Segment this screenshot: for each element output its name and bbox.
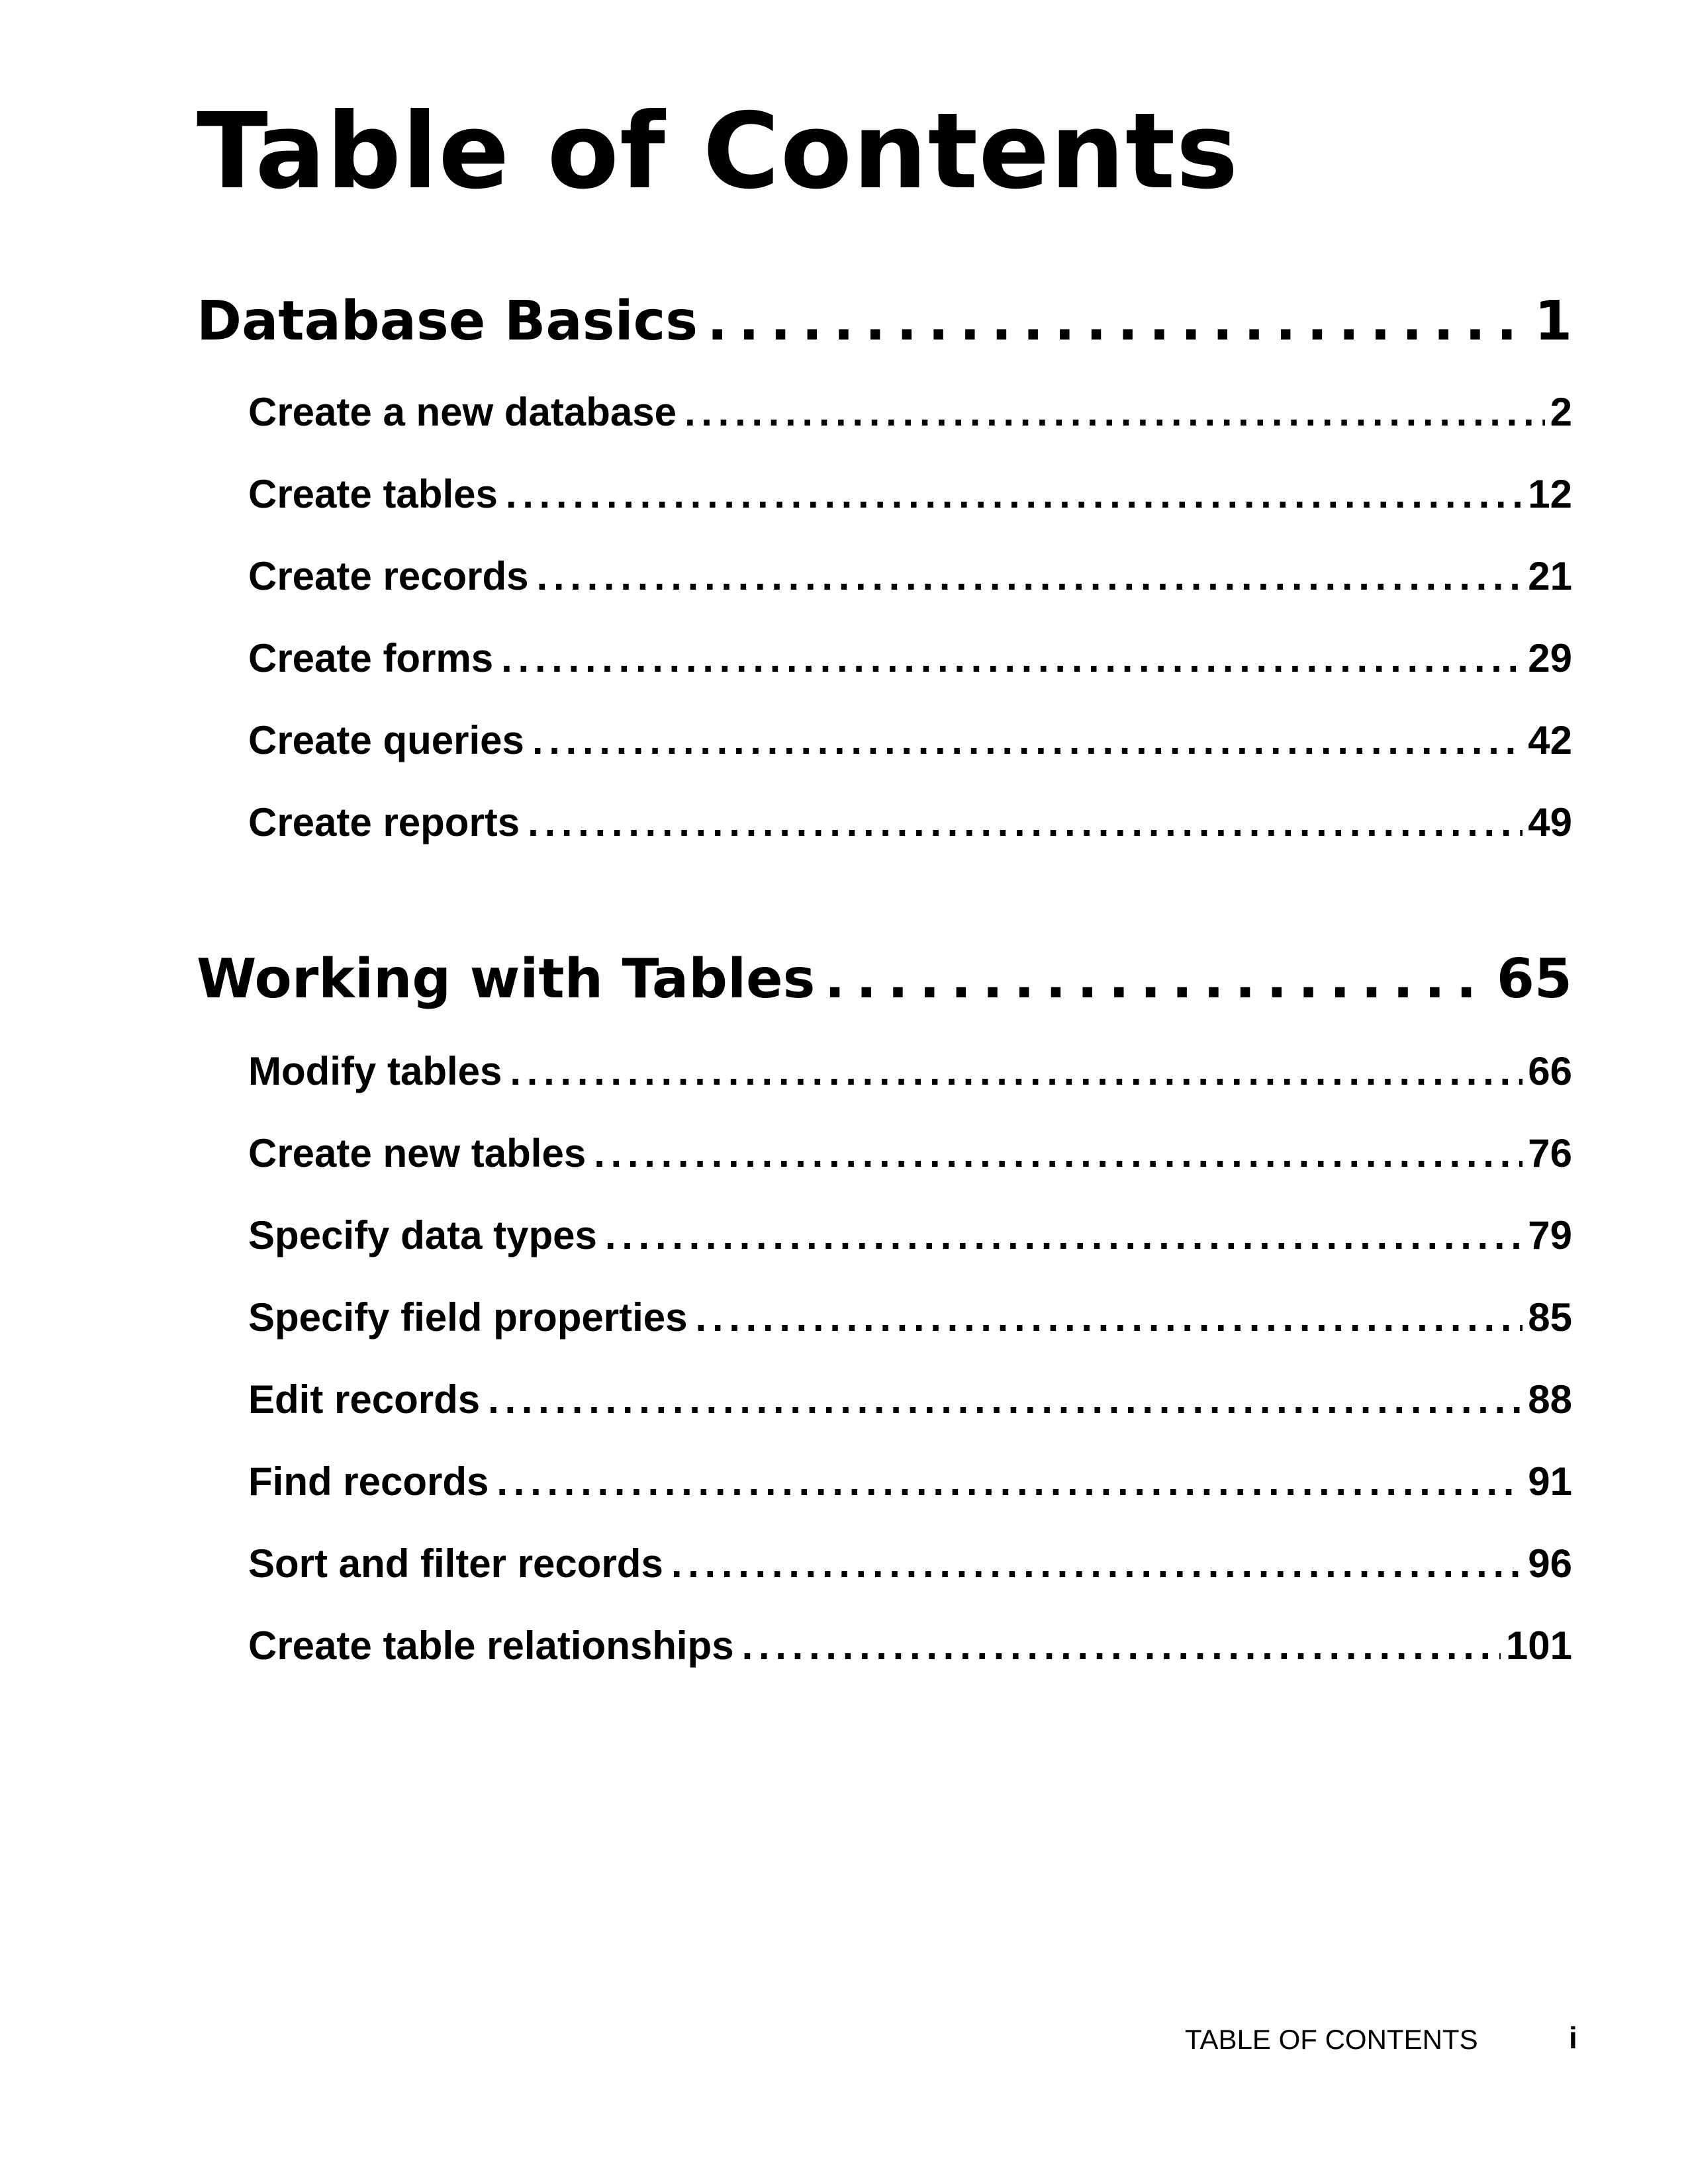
toc-entry-create-tables[interactable] (248, 468, 1572, 521)
toc-entry-page: 91 (1528, 1459, 1572, 1504)
toc-entry-page: 85 (1528, 1295, 1572, 1340)
toc-entry-page: 49 (1528, 800, 1572, 844)
toc-chapter-page: 65 (1496, 948, 1572, 1011)
toc-entry-page: 79 (1528, 1213, 1572, 1257)
toc-entry-title: Find records (248, 1459, 489, 1504)
footer-label: TABLE OF CONTENTS (1185, 2024, 1478, 2055)
toc-entry-title: Sort and filter records (248, 1541, 663, 1586)
toc-entry-title: Create reports (248, 800, 520, 844)
toc-entry-page: 96 (1528, 1541, 1572, 1586)
toc-entry-page: 2 (1550, 390, 1572, 434)
toc-entry-title: Create queries (248, 718, 524, 762)
toc-entry-page: 42 (1528, 718, 1572, 762)
toc-entry-create-records[interactable] (248, 550, 1572, 603)
toc-entry-page: 88 (1528, 1377, 1572, 1422)
toc-dot-leader (696, 1291, 1523, 1344)
toc-chapter-database-basics[interactable] (197, 289, 1572, 355)
toc-entry-page: 76 (1528, 1131, 1572, 1175)
toc-chapter-title: Working with Tables (197, 948, 816, 1011)
toc-entry-create-a-new-database[interactable] (248, 386, 1572, 439)
toc-dot-leader (684, 386, 1545, 439)
toc-dot-leader (532, 714, 1523, 767)
toc-entry-specify-field-properties[interactable] (248, 1291, 1572, 1344)
toc-dot-leader (528, 796, 1523, 849)
toc-entry-create-forms[interactable] (248, 632, 1572, 685)
toc-dot-leader (506, 468, 1523, 521)
toc-entry-title: Create a new database (248, 390, 677, 434)
toc-chapter-page: 1 (1534, 290, 1572, 353)
toc-dot-leader (496, 1455, 1523, 1508)
toc-entry-find-records[interactable] (248, 1455, 1572, 1508)
toc-chapter-title: Database Basics (197, 290, 698, 353)
toc-chapter-working-with-tables[interactable] (197, 946, 1572, 1013)
toc-entry-page: 101 (1505, 1623, 1572, 1668)
toc-dot-leader (824, 946, 1487, 1013)
footer-page-number: i (1569, 2021, 1577, 2055)
toc-entry-create-table-relationships[interactable] (248, 1619, 1572, 1672)
toc-entry-page: 21 (1528, 554, 1572, 598)
toc-entry-title: Specify data types (248, 1213, 597, 1257)
toc-dot-leader (671, 1537, 1523, 1590)
toc-dot-leader (488, 1373, 1523, 1426)
toc-entry-title: Modify tables (248, 1049, 502, 1093)
toc-entry-create-reports[interactable] (248, 796, 1572, 849)
toc-dot-leader (594, 1127, 1523, 1180)
toc-dot-leader (501, 632, 1523, 685)
toc-dot-leader (605, 1209, 1523, 1262)
toc-entry-title: Create records (248, 554, 529, 598)
toc-entry-page: 12 (1528, 472, 1572, 516)
toc-entry-title: Create table relationships (248, 1623, 734, 1668)
toc-entry-edit-records[interactable] (248, 1373, 1572, 1426)
toc-entry-sort-and-filter-records[interactable] (248, 1537, 1572, 1590)
toc-entry-create-new-tables[interactable] (248, 1127, 1572, 1180)
toc-dot-leader (707, 289, 1525, 355)
toc-entry-title: Specify field properties (248, 1295, 688, 1340)
toc-entry-page: 66 (1528, 1049, 1572, 1093)
toc-entry-title: Create new tables (248, 1131, 586, 1175)
toc-entry-specify-data-types[interactable] (248, 1209, 1572, 1262)
toc-entry-title: Edit records (248, 1377, 481, 1422)
toc-dot-leader (742, 1619, 1501, 1672)
toc-entry-create-queries[interactable] (248, 714, 1572, 767)
page-title: Table of Contents (197, 91, 1239, 212)
toc-dot-leader (510, 1045, 1523, 1098)
toc-entry-page: 29 (1528, 636, 1572, 680)
toc-entry-modify-tables[interactable] (248, 1045, 1572, 1098)
toc-entry-title: Create forms (248, 636, 494, 680)
toc-entry-title: Create tables (248, 472, 498, 516)
toc-dot-leader (537, 550, 1523, 603)
